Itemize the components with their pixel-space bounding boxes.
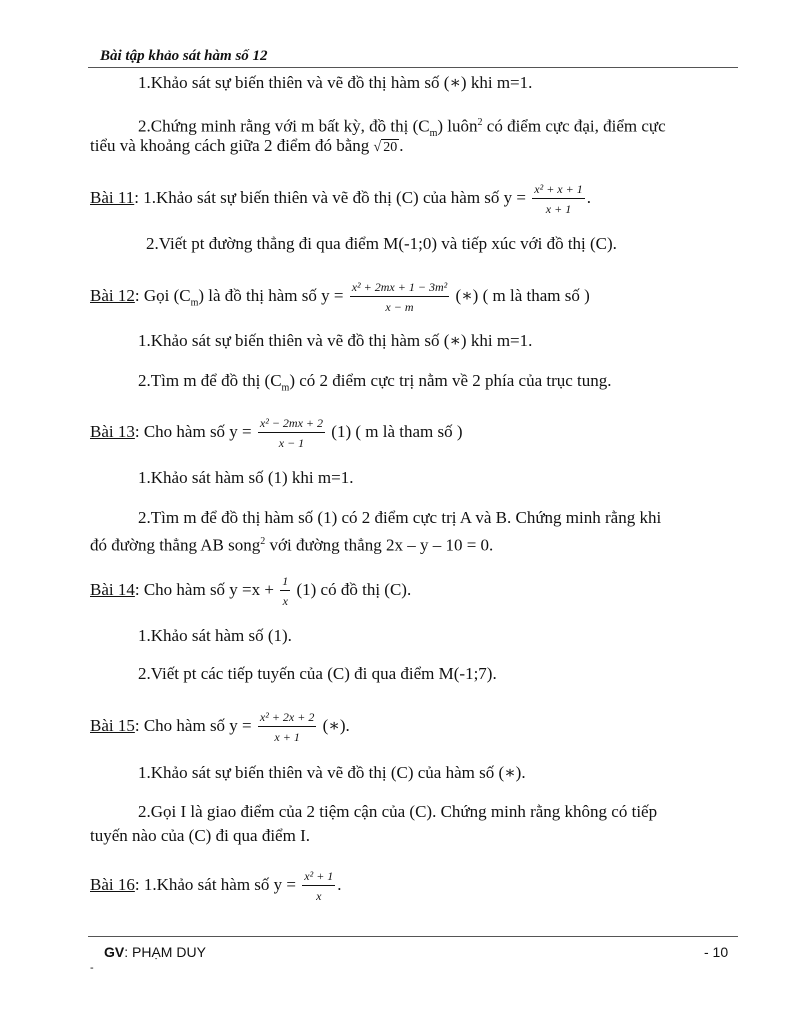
- exercise-12: Bài 12: Gọi $(C_m)$ là đồ thị hàm số y = $\frac{\text{x² + 2mx + 1 − 3m²}}{x - m}$ (∗) ( m là tham số ): [90, 280, 590, 314]
- fraction: $\frac{\text{x² + 2mx + 1 − 3m²}}{x - m}$: [351, 280, 448, 314]
- fraction: $\frac{\text{x² + 2x + 2}}{x + 1}$: [259, 710, 315, 744]
- text-line: 1.Khảo sát hàm số (1) khi m=1.: [138, 468, 354, 487]
- exercise-11: Bài 11: 1.Khảo sát sự biến thiên và vẽ đồ thị (C) của hàm số y = $\frac{\text{x² + x + 1}}{x + 1}$ .: [90, 182, 591, 216]
- exercise-13: Bài 13: Cho hàm số y = $\frac{\text{x² − 2mx + 2}}{x - 1}$ (1) ( m là tham số ): [90, 416, 463, 450]
- page-number: - 10: [704, 944, 729, 960]
- text-line: 2.Viết pt các tiếp tuyến của (C) đi qua điểm M(-1;7).: [138, 664, 497, 683]
- fraction: $\frac{\text{x² − 2mx + 2}}{x - 1}$: [259, 416, 324, 450]
- text-line: tuyến nào của (C) đi qua điểm I.: [90, 826, 310, 845]
- text-line: 1.Khảo sát hàm số (1).: [138, 626, 292, 645]
- text-line: 1.Khảo sát sự biến thiên và vẽ đồ thị (C) của hàm số (∗).: [138, 763, 526, 782]
- text-line: 1.Khảo sát sự biến thiên và vẽ đồ thị hàm số (∗) khi m=1.: [138, 331, 533, 350]
- sqrt-value: 20: [383, 140, 398, 155]
- fraction: $\frac{1}{x}$: [282, 574, 289, 608]
- text-line: 2.Tìm m để đồ thị hàm số (1) có 2 điểm cực trị A và B. Chứng minh rằng khi: [138, 508, 662, 527]
- fraction: $\frac{\text{x² + 1}}{x}$: [304, 869, 334, 903]
- text-line: 2.Tìm m để đồ thị $(C_m)$ có 2 điểm cực trị nằm về 2 phía của trục tung.: [138, 371, 612, 394]
- footer-author: GV: PHẠM DUY: [104, 944, 206, 960]
- exercise-14: Bài 14: Cho hàm số y =x + $\frac{1}{x}$ (1) có đồ thị (C).: [90, 574, 412, 608]
- fraction: $\frac{\text{x² + x + 1}}{x + 1}$: [534, 182, 583, 216]
- text-line: đó đường thẳng AB song$^2$ với đường thẳng 2x – y – 10 = 0.: [90, 535, 494, 555]
- text-line: 2.Viết pt đường thẳng đi qua điểm M(-1;0) và tiếp xúc với đồ thị (C).: [146, 234, 617, 253]
- exercise-16: Bài 16: 1.Khảo sát hàm số y = $\frac{\text{x² + 1}}{x}$ .: [90, 869, 342, 903]
- exercise-15: Bài 15: Cho hàm số y = $\frac{\text{x² + 2x + 2}}{x + 1}$ (∗).: [90, 710, 350, 744]
- header-rule: [88, 67, 738, 68]
- text-line: 2.Gọi I là giao điểm của 2 tiệm cận của (C). Chứng minh rằng không có tiếp: [138, 802, 658, 821]
- footer-rule: [88, 936, 738, 937]
- text-line: 1.Khảo sát sự biến thiên và vẽ đồ thị hàm số (∗) khi m=1.: [138, 73, 533, 92]
- page-header: Bài tập khảo sát hàm số 12: [100, 48, 268, 64]
- text-line: 2.Chứng minh rằng với m bất kỳ, đồ thị $(C_m)$ luôn$^2$ có điểm cực đại, điểm cực: [138, 116, 666, 140]
- text-line: tiểu và khoảng cách giữa 2 điểm đó bằng √ 20 .: [90, 136, 404, 155]
- footer-dash: -: [90, 962, 94, 974]
